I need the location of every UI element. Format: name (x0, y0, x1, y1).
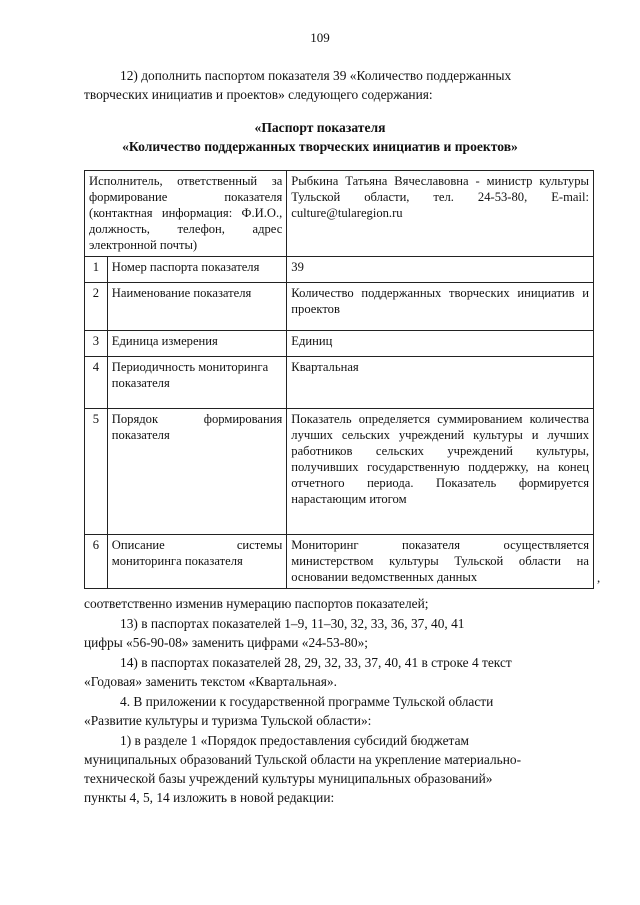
row-number: 1 (85, 257, 108, 283)
after-paragraph-3-line-1: 14) в паспортах показателей 28, 29, 32, 33, 37, 40, 41 в строке 4 текст (120, 655, 512, 670)
row-value: Единиц (287, 331, 594, 357)
after-paragraph-4-line-1: 4. В приложении к государственной программе Тульской области (120, 694, 494, 709)
after-paragraph-5-line-1: 1) в разделе 1 «Порядок предоставления субсидий бюджетам (120, 733, 469, 748)
row-number: 4 (85, 357, 108, 409)
after-paragraph-5-line-4: пункты 4, 5, 14 изложить в новой редакции: (84, 790, 335, 805)
after-paragraph-2-line-2: цифры «56-90-08» заменить цифрами «24-53-80»; (84, 635, 369, 650)
row-number: 6 (85, 535, 108, 589)
after-paragraph-3-line-2: «Годовая» заменить текстом «Квартальная». (84, 674, 337, 689)
row-number: 3 (85, 331, 108, 357)
table-row (85, 357, 594, 409)
table-row (85, 409, 594, 535)
row-label: Периодичность мониторинга показателя (107, 357, 287, 409)
after-paragraph-5-line-2: муниципальных образований Тульской области на укрепление материально- (84, 752, 522, 767)
after-paragraph-5-line-3: технической базы учреждений культуры муниципальных образований» (84, 771, 493, 786)
row-value: Количество поддержанных творческих инициатив и проектов (287, 283, 594, 331)
row-value: Показатель определяется суммированием количества лучших сельских учреждений культуры и лучших работников сельских учреждений культуры, получивших государственную поддержку, на конец отчетного периода. Показатель формируется нарастающим итогом (287, 409, 594, 535)
table-row (85, 257, 594, 283)
table-header-row (85, 171, 594, 257)
row-label: Описание системы мониторинга показателя (107, 535, 287, 589)
row-value: Мониторинг показателя осуществляется министерством культуры Тульской области на основании ведомственных данных (287, 535, 594, 589)
row-label: Единица измерения (107, 331, 287, 357)
table-row (85, 535, 594, 589)
row-number: 5 (85, 409, 108, 535)
header-value-cell: Рыбкина Татьяна Вячеславовна - министр культуры Тульской области, тел. 24-53-80, E-mail: culture@tularegion.ru (287, 171, 594, 257)
row-label: Наименование показателя (107, 283, 287, 331)
intro-line-1: 12) дополнить паспортом показателя 39 «Количество поддержанных (120, 68, 512, 83)
page-number: 109 (310, 30, 330, 45)
row-label: Номер паспорта показателя (107, 257, 287, 283)
passport-title: «Паспорт показателя (254, 120, 386, 135)
table-row (85, 283, 594, 331)
row-value: Квартальная (287, 357, 594, 409)
after-paragraph-1: соответственно изменив нумерацию паспортов показателей; (84, 596, 429, 611)
table-trailing-comma: , (597, 570, 601, 585)
table-row (85, 331, 594, 357)
row-number: 2 (85, 283, 108, 331)
after-paragraph-2-line-1: 13) в паспортах показателей 1–9, 11–30, 32, 33, 36, 37, 40, 41 (120, 616, 465, 631)
row-value: 39 (287, 257, 594, 283)
row-label: Порядок формирования показателя (107, 409, 287, 535)
header-label-cell: Исполнитель, ответственный за формирование показателя (контактная информация: Ф.И.О., должность, телефон, адрес электронной почты) (85, 171, 287, 257)
passport-table (84, 170, 594, 589)
passport-subtitle: «Количество поддержанных творческих инициатив и проектов» (122, 139, 518, 154)
intro-line-2: творческих инициатив и проектов» следующего содержания: (84, 87, 433, 102)
after-paragraph-4-line-2: «Развитие культуры и туризма Тульской области»: (84, 713, 372, 728)
